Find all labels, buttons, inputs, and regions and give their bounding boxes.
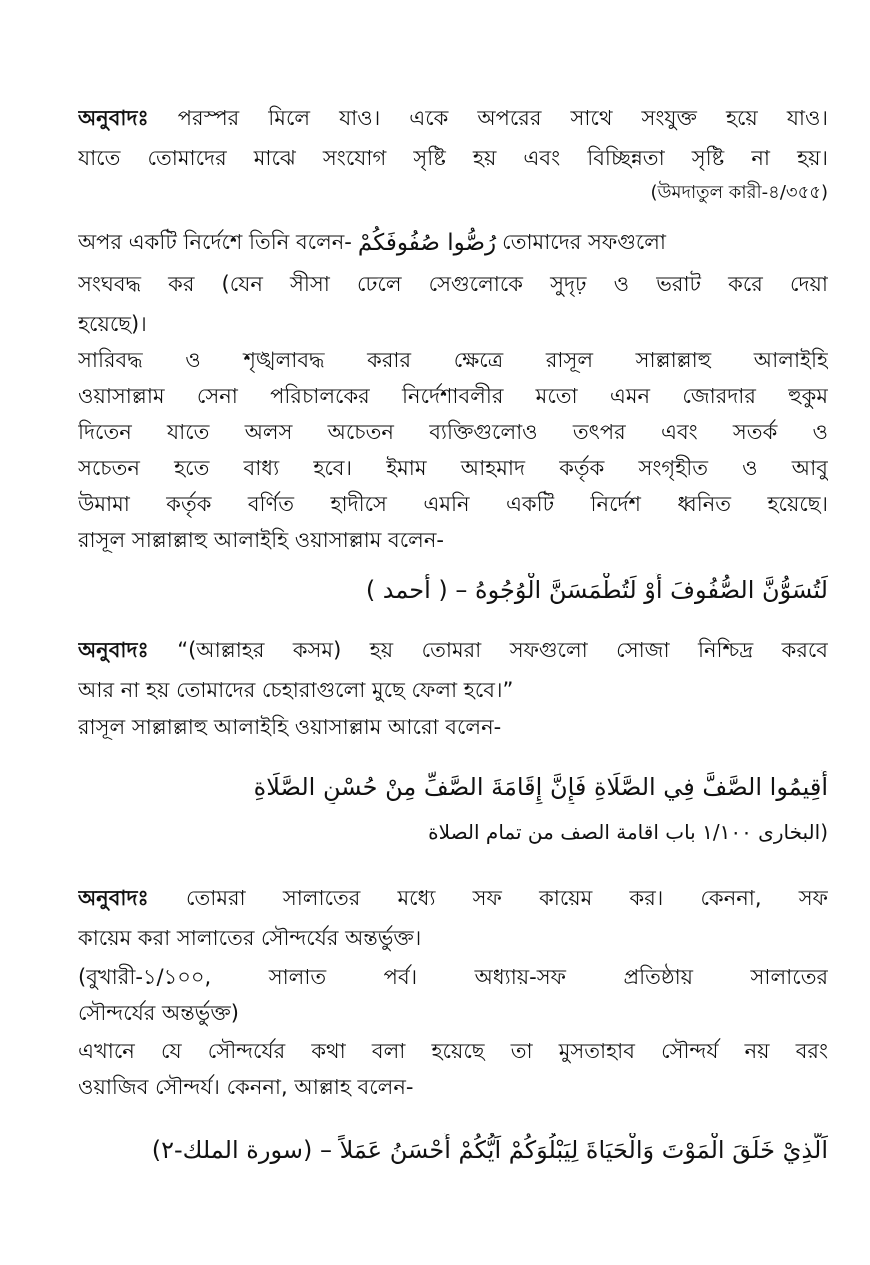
paragraph-4-line-2: আর না হয় তোমাদের চেহারাগুলো মুছে ফেলা হবে।” xyxy=(78,678,514,702)
paragraph-2-line-1 xyxy=(78,223,828,261)
anubad-label: অনুবাদঃ xyxy=(78,886,149,910)
paragraph-3-line-2: ওয়াসাল্লাম সেনা পরিচালকের নির্দেশাবলীর মতো এমন জোরদার হুকুম xyxy=(78,384,828,408)
hadith-2-reference: (البخارى ١/١٠٠ باب اقامة الصف من تمام الصلاة xyxy=(428,820,828,844)
paragraph-3-line-4: সচেতন হতে বাধ্য হবে। ইমাম আহমাদ কর্তৃক সংগৃহীত ও আবু xyxy=(78,456,828,480)
paragraph-5-line-5: এখানে যে সৌন্দর্যের কথা বলা হয়েছে তা মুসতাহাব সৌন্দর্য নয় বরং xyxy=(78,1039,828,1063)
paragraph-1-line-1 xyxy=(78,103,828,133)
citation-umdatul-qari: (উমদাতুল কারী-৪/৩৫৫) xyxy=(650,182,828,203)
inline-arabic-phrase: رُصُّوا صُفُوفَكُمْ xyxy=(357,230,497,256)
paragraph-5-line-1 xyxy=(78,883,828,913)
paragraph-5-line-2: কায়েম করা সালাতের সৌন্দর্যের অন্তর্ভুক্ত। xyxy=(78,926,422,950)
quran-ayah-arabic: اَلَّذِيْ خَلَقَ الْمَوْتَ وَالْحَيَاةَ لِيَبْلُوَكُمْ اَيُّكُمْ أَحْسَنُ عَمَلاً – (سورة الملك-٢) xyxy=(151,1136,828,1164)
hadith-1-arabic: لَتُسَوُّنَّ الصُّفُوفَ أَوْ لَتُطْمَسَنَّ الْوُجُوهُ – ( أحمد ) xyxy=(365,576,828,604)
paragraph-4-line-1-text: “(আল্লাহর কসম) হয় তোমরা সফগুলো সোজা নিশ্চিদ্র করবে xyxy=(177,638,828,662)
paragraph-4-line-1 xyxy=(78,635,828,665)
anubad-label: অনুবাদঃ xyxy=(78,106,149,130)
paragraph-2-line-3: হয়েছে)। xyxy=(78,312,147,336)
paragraph-2-line-2: সংঘবদ্ধ কর (যেন সীসা ঢেলে সেগুলোকে সুদৃঢ় ও ভরাট করে দেয়া xyxy=(78,272,828,296)
paragraph-1-line-2: যাতে তোমাদের মাঝে সংযোগ সৃষ্টি হয় এবং বিচ্ছিন্নতা সৃষ্টি না হয়। xyxy=(78,146,828,170)
anubad-label: অনুবাদঃ xyxy=(78,638,149,662)
hadith-2-arabic: أَقِيمُوا الصَّفَّ فِي الصَّلَاةِ فَإِنَّ إِقَامَةَ الصَّفِّ مِنْ حُسْنِ الصَّلَاةِ xyxy=(253,773,828,801)
paragraph-2-line-1-before: অপর একটি নির্দেশে তিনি বলেন- xyxy=(78,230,352,254)
paragraph-3-line-5: উমামা কর্তৃক বর্ণিত হাদীসে এমনি একটি নির্দেশ ধ্বনিত হয়েছে। xyxy=(78,492,828,516)
paragraph-4-line-3: রাসূল সাল্লাল্লাহু আলাইহি ওয়াসাল্লাম আরো বলেন- xyxy=(78,715,502,739)
paragraph-5-line-1-text: তোমরা সালাতের মধ্যে সফ কায়েম কর। কেননা, সফ xyxy=(185,886,828,910)
paragraph-3-line-3: দিতেন যাতে অলস অচেতন ব্যক্তিগুলোও তৎপর এবং সতর্ক ও xyxy=(78,420,828,444)
paragraph-3-line-6: রাসূল সাল্লাল্লাহু আলাইহি ওয়াসাল্লাম বলেন- xyxy=(78,528,444,552)
paragraph-5-line-4: সৌন্দর্যের অন্তর্ভুক্ত) xyxy=(78,1001,239,1025)
paragraph-5-line-6: ওয়াজিব সৌন্দর্য। কেননা, আল্লাহ বলেন- xyxy=(78,1075,414,1099)
paragraph-1-line-1-text: পরস্পর মিলে যাও। একে অপরের সাথে সংযুক্ত হয়ে যাও। xyxy=(177,106,828,130)
paragraph-3-line-1: সারিবদ্ধ ও শৃঙ্খলাবদ্ধ করার ক্ষেত্রে রাসূল সাল্লাল্লাহু আলাইহি xyxy=(78,348,828,372)
paragraph-2-line-1-after: তোমাদের সফগুলো xyxy=(502,230,667,254)
paragraph-5-line-3: (বুখারী-১/১০০, সালাত পর্ব। অধ্যায়-সফ প্রতিষ্ঠায় সালাতের xyxy=(78,965,828,989)
